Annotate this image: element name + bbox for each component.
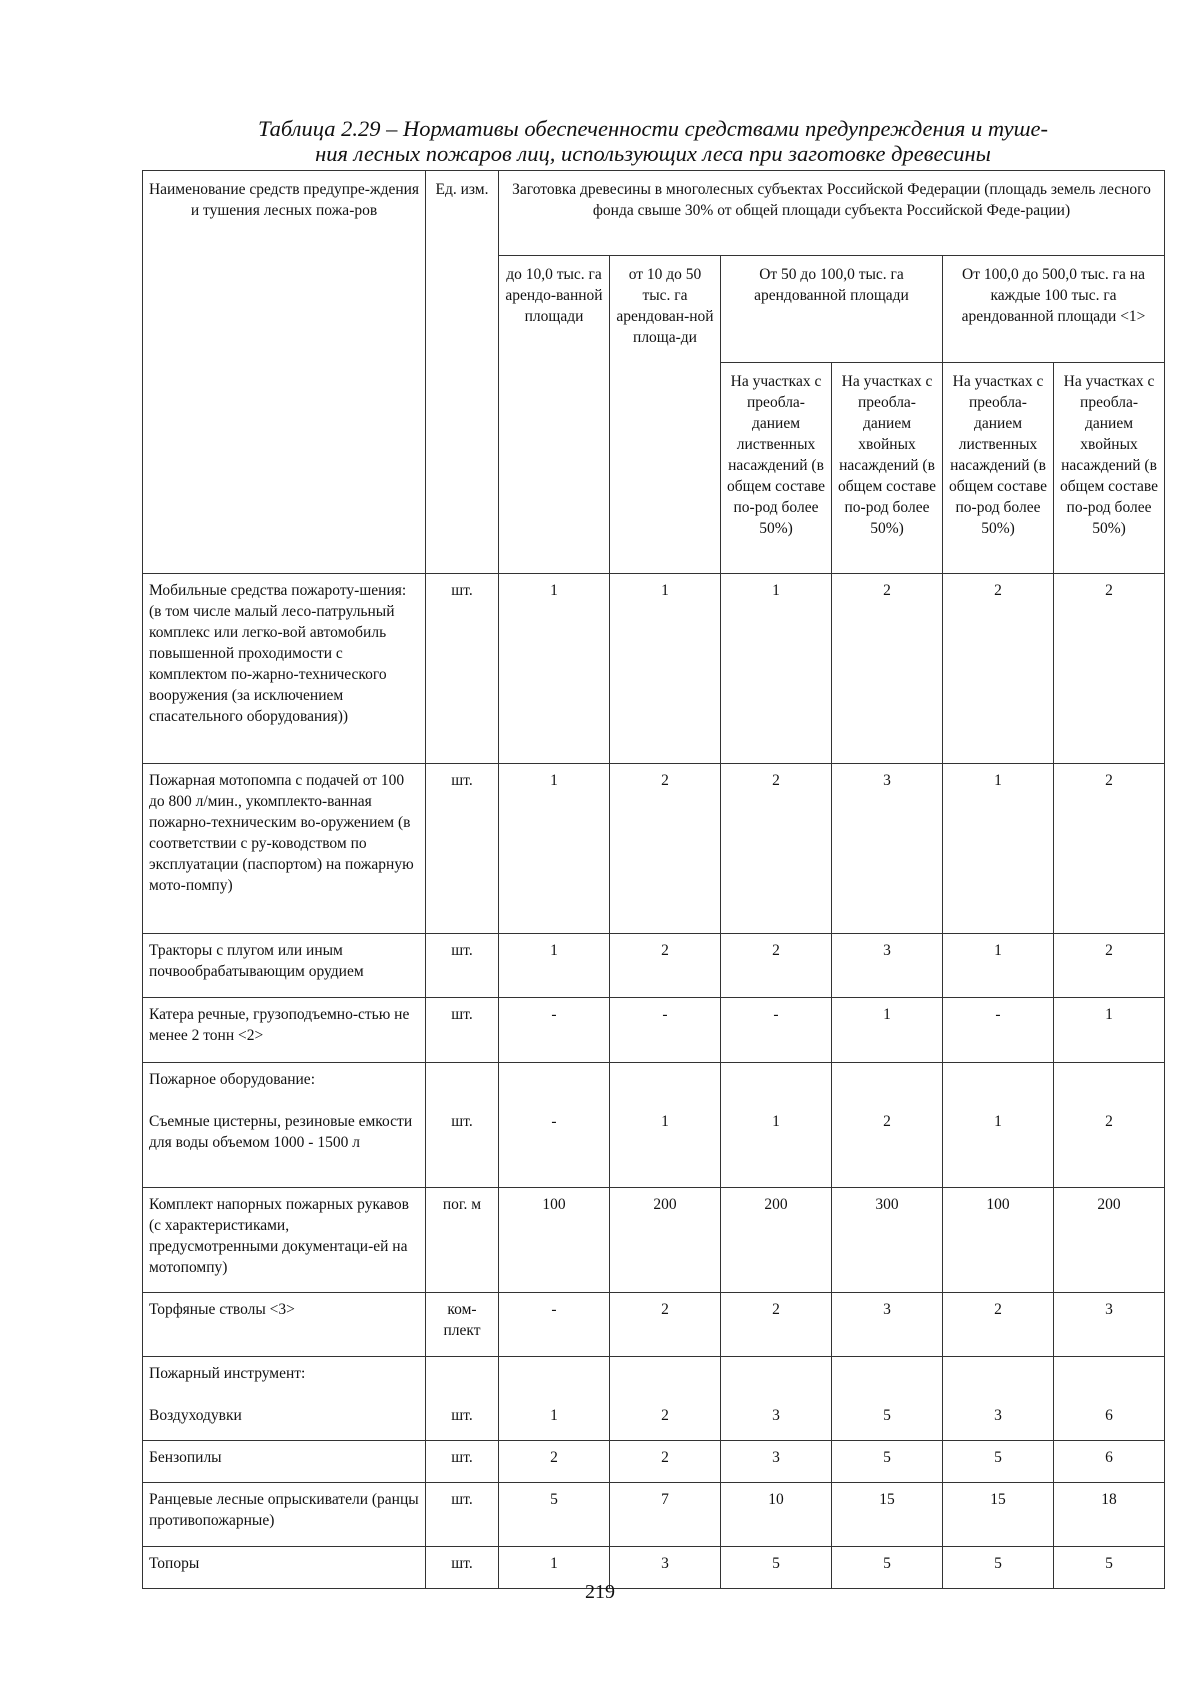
cell-value: 5 [943,1547,1054,1589]
cell-value: 5 [721,1547,832,1589]
row-name: Бензопилы [143,1441,426,1483]
header-col-group-3: От 50 до 100,0 тыс. га арендованной площади [721,256,943,363]
header-unit: Ед. изм. [426,171,499,574]
row-name: Топоры [143,1547,426,1589]
cell-value: 3 [832,1293,943,1357]
row-name: Комплект напорных пожарных рукавов (с характеристиками, предусмотренными документаци-ей на мотопомпу) [143,1188,426,1293]
row-name: Съемные цистерны, резиновые емкости для воды объемом 1000 - 1500 л [143,1105,426,1188]
cell-value: 5 [1054,1547,1165,1589]
cell-value: 2 [1054,934,1165,998]
cell-value: 15 [943,1483,1054,1547]
cell-value: 5 [943,1441,1054,1483]
cell-value: 2 [721,764,832,934]
header-row-1 [143,171,1165,256]
table-row [143,1483,1165,1547]
header-sub-leaf-1: На участках с преобла-данием лиственных насаждений (в общем составе по-род более 50%) [721,363,832,574]
cell-value: 300 [832,1188,943,1293]
cell-value: 2 [1054,764,1165,934]
cell-value: - [499,1105,610,1188]
cell-value: 5 [832,1399,943,1441]
caption-line-1: Таблица 2.29 – Нормативы обеспеченности средствами предупреждения и туше- [257,116,1049,141]
header-name: Наименование средств предупре-ждения и тушения лесных пожа-ров [143,171,426,574]
table-caption [143,116,1163,166]
table-row [143,574,1165,764]
cell-value: 2 [610,934,721,998]
cell-value: 2 [943,1293,1054,1357]
row-unit: шт. [426,1441,499,1483]
cell-value: 200 [610,1188,721,1293]
cell-value: 5 [832,1547,943,1589]
section-row-equipment [143,1063,1165,1105]
cell-value: 1 [943,764,1054,934]
cell-value: 2 [1054,574,1165,764]
table-row [143,1293,1165,1357]
cell-value: 1 [499,1399,610,1441]
caption-line-2: ния лесных пожаров лиц, использующих леса при заготовке древесины [315,141,991,166]
cell-value: 3 [832,934,943,998]
cell-value: 1 [499,574,610,764]
cell-value: 7 [610,1483,721,1547]
cell-value: 200 [721,1188,832,1293]
header-col-group-4: От 100,0 до 500,0 тыс. га на каждые 100 тыс. га арендованной площади <1> [943,256,1165,363]
cell-value: 3 [943,1399,1054,1441]
row-name: Ранцевые лесные опрыскиватели (ранцы противопожарные) [143,1483,426,1547]
cell-value: 5 [499,1483,610,1547]
cell-value: 1 [499,934,610,998]
table-row [143,998,1165,1063]
row-name: Катера речные, грузоподъемно-стью не менее 2 тонн <2> [143,998,426,1063]
header-sub-con-1: На участках с преобла-данием хвойных насаждений (в общем составе по-род более 50%) [832,363,943,574]
row-unit: пог. м [426,1188,499,1293]
cell-value: 1 [832,998,943,1063]
table-row [143,1105,1165,1188]
cell-value: 1 [1054,998,1165,1063]
row-name: Мобильные средства пожароту-шения: (в том числе малый лесо-патрульный комплекс или легко-вой автомобиль повышенной проходимости с комплектом по-жарно-технического вооружения (за исключением спасательного оборудования)) [143,574,426,764]
cell-value: 1 [721,574,832,764]
row-unit: ком-плект [426,1293,499,1357]
cell-value: 2 [721,1293,832,1357]
cell-value: 1 [610,574,721,764]
header-col-2: от 10 до 50 тыс. га арендован-ной площа-ди [610,256,721,574]
cell-value: 100 [499,1188,610,1293]
cell-value: 1 [499,1547,610,1589]
cell-value: 2 [1054,1105,1165,1188]
cell-value: 1 [943,934,1054,998]
table-row [143,1188,1165,1293]
header-col-1: до 10,0 тыс. га арендо-ванной площади [499,256,610,574]
row-unit: шт. [426,1547,499,1589]
section-title: Пожарное оборудование: [143,1063,426,1105]
cell-value: - [721,998,832,1063]
section-row-tools [143,1357,1165,1399]
table-row [143,764,1165,934]
page-number: 219 [585,1581,615,1603]
row-name: Воздуходувки [143,1399,426,1441]
cell-value: 3 [610,1547,721,1589]
cell-value: 2 [610,764,721,934]
row-unit: шт. [426,574,499,764]
cell-value: 2 [832,574,943,764]
cell-value: 1 [943,1105,1054,1188]
cell-value: 200 [1054,1188,1165,1293]
cell-value: 2 [721,934,832,998]
row-unit: шт. [426,1483,499,1547]
cell-value: 18 [1054,1483,1165,1547]
row-name: Пожарная мотопомпа с подачей от 100 до 800 л/мин., укомплекто-ванная пожарно-техническим во-оружением (в соответствии с ру-ководством по эксплуатации (паспортом) на пожарную мото-помпу) [143,764,426,934]
cell-value: - [499,1293,610,1357]
row-unit: шт. [426,764,499,934]
row-name: Тракторы с плугом или иным почвообрабатывающим орудием [143,934,426,998]
cell-value: 2 [610,1441,721,1483]
cell-value: 3 [721,1441,832,1483]
cell-value: - [943,998,1054,1063]
header-sub-leaf-2: На участках с преобла-данием лиственных насаждений (в общем составе по-род более 50%) [943,363,1054,574]
cell-value: 5 [832,1441,943,1483]
row-unit: шт. [426,1399,499,1441]
table-row [143,1441,1165,1483]
cell-value: 2 [610,1399,721,1441]
cell-value: 2 [499,1441,610,1483]
header-sub-con-2: На участках с преобла-данием хвойных насаждений (в общем составе по-род более 50%) [1054,363,1165,574]
table-row [143,1399,1165,1441]
cell-value: 3 [1054,1293,1165,1357]
norms-table [142,170,1165,1589]
cell-value: 1 [610,1105,721,1188]
cell-value: 3 [721,1399,832,1441]
cell-value: - [499,998,610,1063]
row-unit: шт. [426,934,499,998]
cell-value: 2 [610,1293,721,1357]
header-group: Заготовка древесины в многолесных субъектах Российской Федерации (площадь земель лесного фонда свыше 30% от общей площади субъекта Российской Феде-рации) [499,171,1165,256]
cell-value: 1 [721,1105,832,1188]
cell-value: 6 [1054,1441,1165,1483]
table-row [143,934,1165,998]
cell-value: 10 [721,1483,832,1547]
row-unit: шт. [426,1105,499,1188]
cell-value: 2 [832,1105,943,1188]
cell-value: 1 [499,764,610,934]
cell-value: 3 [832,764,943,934]
row-unit: шт. [426,998,499,1063]
section-title: Пожарный инструмент: [143,1357,426,1399]
row-name: Торфяные стволы <3> [143,1293,426,1357]
cell-value: 15 [832,1483,943,1547]
cell-value: - [610,998,721,1063]
cell-value: 100 [943,1188,1054,1293]
cell-value: 6 [1054,1399,1165,1441]
cell-value: 2 [943,574,1054,764]
